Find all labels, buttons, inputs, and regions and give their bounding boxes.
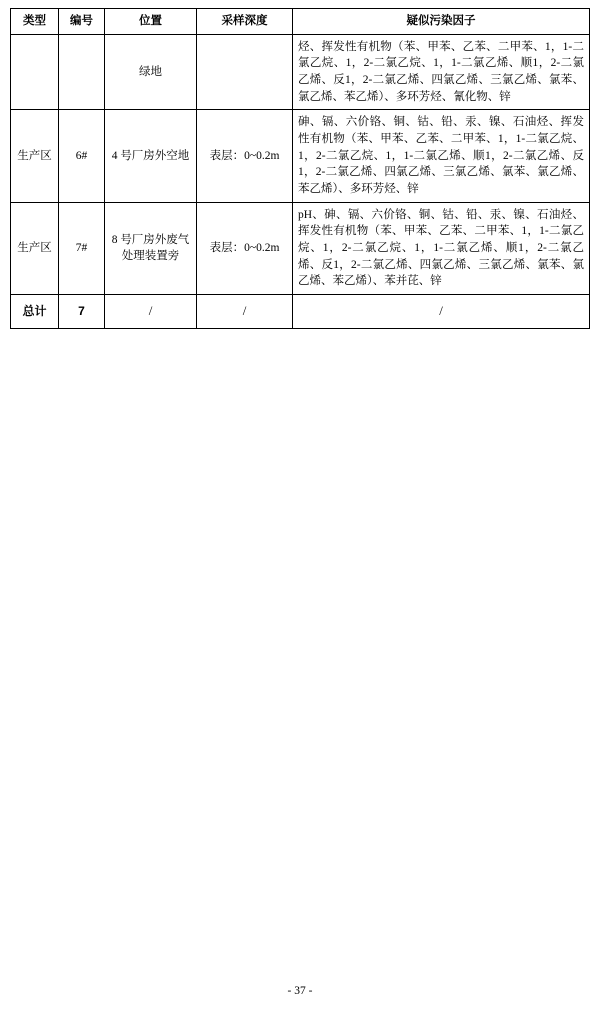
cell-type: 生产区: [11, 110, 59, 202]
cell-number: 7#: [59, 202, 105, 294]
cell-location: 8 号厂房外废气处理装置旁: [105, 202, 197, 294]
column-header-location: 位置: [105, 9, 197, 35]
cell-factors: pH、砷、镉、六价铬、铜、钴、铅、汞、镍、石油烃、挥发性有机物（苯、甲苯、乙苯、二甲苯、1，1-二氯乙烷、1，2-二氯乙烷、1，1-二氯乙烯、顺1，2-二氯乙烯、反1，2-二氯乙烯、四氯乙烯、三氯乙烯、氯苯、氯乙烯、苯乙烯）、苯并芘、锌: [293, 202, 590, 294]
cell-depth: 表层：0~0.2m: [197, 110, 293, 202]
sampling-points-table: [10, 8, 590, 329]
table-total-row: [11, 295, 590, 329]
column-header-type: 类型: [11, 9, 59, 35]
table-body: [11, 34, 590, 328]
table-row: [11, 110, 590, 202]
cell-type: [11, 34, 59, 110]
table-row: [11, 34, 590, 110]
cell-number: [59, 34, 105, 110]
cell-depth: 表层：0~0.2m: [197, 202, 293, 294]
column-header-factors: 疑似污染因子: [293, 9, 590, 35]
column-header-depth: 采样深度: [197, 9, 293, 35]
table-header: [11, 9, 590, 35]
column-header-number: 编号: [59, 9, 105, 35]
page-number: - 37 -: [287, 985, 313, 997]
cell-total-number: 7: [59, 295, 105, 329]
cell-depth: [197, 34, 293, 110]
cell-number: 6#: [59, 110, 105, 202]
cell-type: 生产区: [11, 202, 59, 294]
cell-total-depth: /: [197, 295, 293, 329]
cell-total-factors: /: [293, 295, 590, 329]
cell-total-label: 总计: [11, 295, 59, 329]
cell-location: 4 号厂房外空地: [105, 110, 197, 202]
table-row: [11, 202, 590, 294]
cell-location: 绿地: [105, 34, 197, 110]
cell-total-location: /: [105, 295, 197, 329]
sampling-table-container: [10, 8, 590, 329]
cell-factors: 砷、镉、六价铬、铜、钴、铅、汞、镍、石油烃、挥发性有机物（苯、甲苯、乙苯、二甲苯、1，1-二氯乙烷、1，2-二氯乙烷、1，1-二氯乙烯、顺1，2-二氯乙烯、反1，2-二氯乙烯、四氯乙烯、三氯乙烯、氯苯、氯乙烯、苯乙烯）、多环芳烃、锌: [293, 110, 590, 202]
cell-factors: 烃、挥发性有机物（苯、甲苯、乙苯、二甲苯、1，1-二氯乙烷、1，2-二氯乙烷、1，1-二氯乙烯、顺1，2-二氯乙烯、反1，2-二氯乙烯、四氯乙烯、三氯乙烯、氯苯、氯乙烯、苯乙烯）、多环芳烃、氰化物、锌: [293, 34, 590, 110]
table-header-row: [11, 9, 590, 35]
